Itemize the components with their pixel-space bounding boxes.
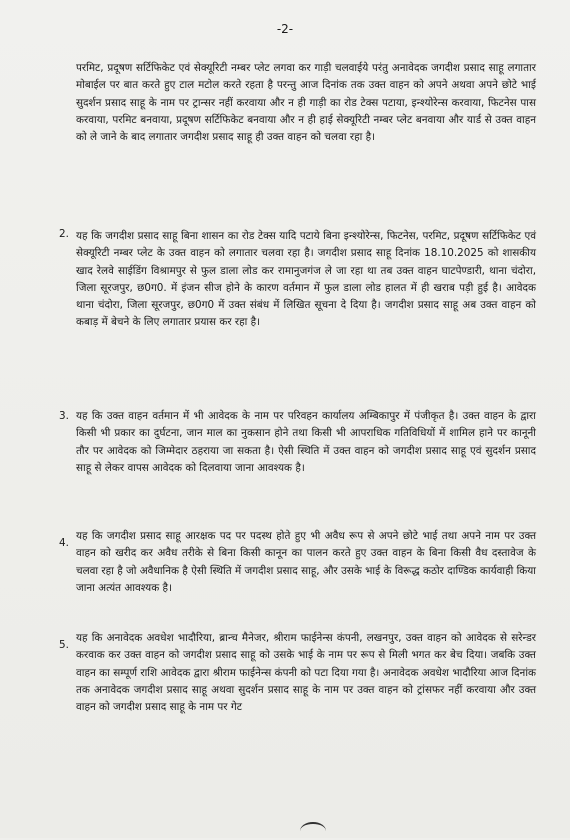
paragraph-continued: परमिट, प्रदूषण सर्टिफिकेट एवं सेक्यूरिटी नम्बर प्लेट लगवा कर गाड़ी चलवाईये परंतु अनावेदक जगदीश प्रसाद साहू लगातार मोबाईल पर बात करते हुए टाल मटोल करते रहता है परन्तु आज दिनांक तक उक्त वाहन को अपने अथवा अपने छोटे भाई सुदर्शन प्रसाद साहू के नाम पर ट्रान्सर नहीं करवाया और न ही गाड़ी का रोड टेक्स पटाया, इन्श्योरेन्स करवाया, फिटनेस पास करवाया, परमिट बनवाया, प्रदूषण सर्टिफिकेट बनवाया और न ही हाई सेक्यूरिटी नम्बर प्लेट बनवाया और यार्ड से उक्त वाहन को ले जाने के बाद लगातार जगदीश प्रसाद साहू ही उक्त वाहन को चलवा रहा है।: [76, 62, 536, 144]
paragraph-5: यह कि अनावेदक अवधेश भादौरिया, ब्रान्च मैनेजर, श्रीराम फाईनेन्स कंपनी, लखनपुर, उक्त वाहन को आवेदक से सरेन्डर करवाक कर उक्त वाहन को जगदीश प्रसाद साहू को उसके भाई के नाम पर रूप से मिली भगत कर बेच दिया। जबकि उक्त वाहन का सम्पूर्ण राशि आवेदक द्वारा श्रीराम फाईनेन्स कंपनी को पटा दिया गया है। अनावेदक अवधेश भादौरिया आज दिनांक तक अनावेदक जगदीश प्रसाद साहू अथवा सुदर्शन प्रसाद साहू के नाम पर उक्त वाहन को ट्रांसफर नहीं करवाया और उक्त वाहन को जगदीश प्रसाद साहू के नाम पर गेट: [76, 632, 536, 714]
paragraph-number: 5.: [59, 639, 69, 651]
paragraph-3: यह कि उक्त वाहन वर्तमान में भी आवेदक के नाम पर परिवहन कार्यालय अम्बिकापुर में पंजीकृत है। उक्त वाहन के द्वारा किसी भी प्रकार का दुर्घटना, जान माल का नुकसान होने तथा किसी भी आपराधिक गतिविधियों में शामिल हाने पर कानूनी तौर पर आवेदक को जिम्मेदार ठहराया जा सकता है। ऐसी स्थिति में उक्त वाहन को जगदीश प्रसाद साहू एवं सुदर्शन प्रसाद साहू से लेकर वापस आवेदक को दिलवाया जाना आवश्यक है।: [76, 410, 536, 474]
paragraph-number: 3.: [59, 410, 69, 422]
paragraph-4: यह कि जगदीश प्रसाद साहू आरक्षक पद पर पदस्थ होते हुए भी अवैध रूप से अपने छोटे भाई तथा अपने नाम पर उक्त वाहन को खरीद कर अवैध तरीके से बिना किसी कानून का पालन करते हुए उक्त वाहन के बिना किसी वैध दस्तावेज के चलवा रहा है जो अवैधानिक है ऐसी स्थिति में जगदीश प्रसाद साहू, और उसके भाई के विरूद्ध कठोर दाण्डिक कार्यवाही किया जाना अत्यंत आवश्यक है।: [76, 530, 536, 594]
signature-mark: [300, 822, 326, 840]
paragraph-2: यह कि जगदीश प्रसाद साहू बिना शासन का रोड टेक्स यादि पटाये बिना इन्श्योरेन्स, फिटनेस, परमिट, प्रदूषण सर्टिफिकेट एवं सेक्यूरिटी नम्बर प्लेट के उक्त वाहन को लगातार चलवा रहा है। जगदीश प्रसाद साहू दिनांक 18.10.2025 को शासकीय खाद रेलवे साईडिंग विश्रामपुर से फुल डाला लोड कर रामानुजगंज ले जा रहा था तब उक्त वाहन घाटपेण्डारी, थाना चंदोरा, जिला सूरजपुर, छ0ग0. में इंजन सीज होने के कारण वर्तमान में फुल डाला लोड हालत में ही खराब पड़ी हुई है। आवेदक थाना चंदोरा, जिला सूरजपुर, छ0ग0 में उक्त संबंध में लिखित सूचना दे दिया है। जगदीश प्रसाद साहू अब उक्त वाहन को कबाड़ में बेचने के लिए लगातार प्रयास कर रहा है।: [76, 230, 536, 329]
paragraph-number: 2.: [59, 228, 69, 240]
paragraph-number: 4.: [59, 537, 69, 549]
page-number: -2-: [276, 22, 294, 36]
